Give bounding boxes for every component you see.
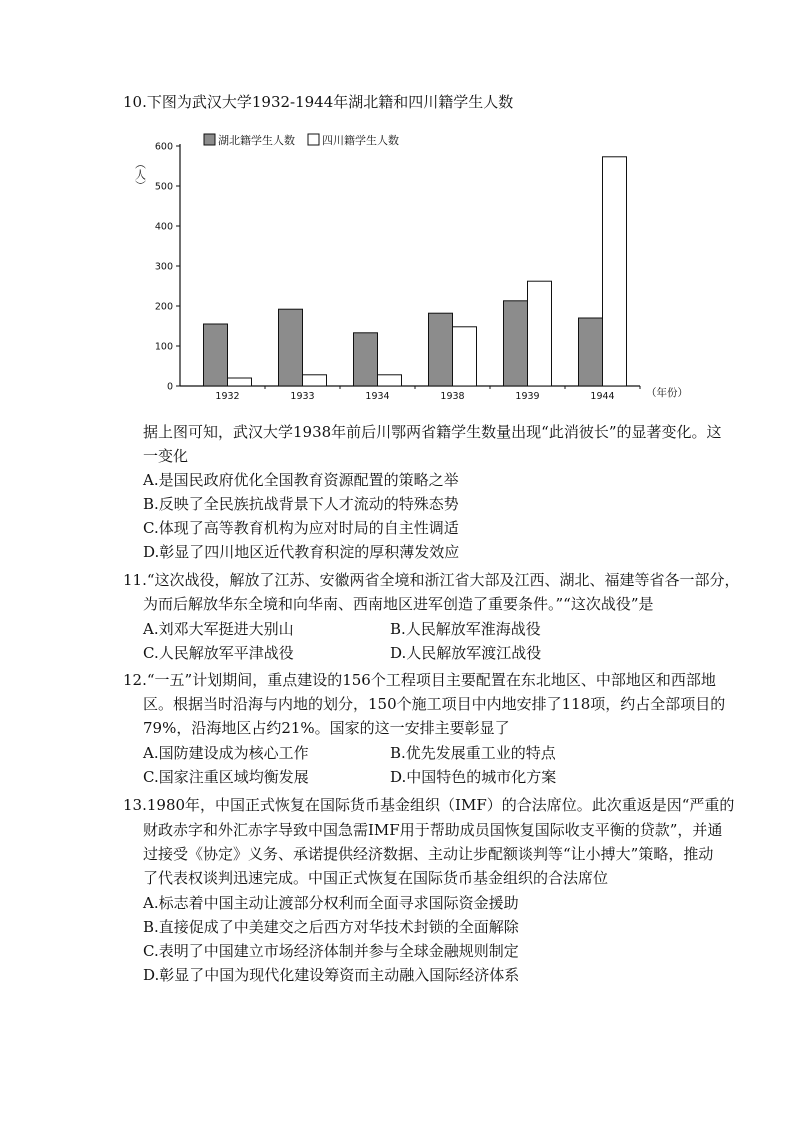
q11-option-d: D.人民解放军渡江战役 [390,644,542,662]
legend-swatch-sichuan [308,134,319,145]
q12-stem-line2: 区。根据当时沿海与内地的划分，150个施工项目中内地安排了118项，约占全部项目的 [143,695,726,713]
q10-option-a: A.是国民政府优化全国教育资源配置的策略之举 [143,471,459,489]
q10-stem-line1: 据上图可知，武汉大学1938年前后川鄂两省籍学生数量出现“此消彼长”的显著变化。这 [143,423,722,441]
y-tick-label: 100 [154,341,173,353]
y-tick-label: 200 [154,301,173,313]
q13-stem-line4: 了代表权谈判迅速完成。中国正式恢复在国际货币基金组织的合法席位 [143,869,609,887]
y-tick-label: 400 [154,221,173,233]
q11-option-c: C.人民解放军平津战役 [143,644,294,662]
q13-stem-line3: 过接受《协定》义务、承诺提供经济数据、主动让步配额谈判等“让小搏大”策略，推动 [143,845,714,863]
q13-option-a: A.标志着中国主动让渡部分权利而全面寻求国际资金援助 [143,894,519,912]
q11-option-b: B.人民解放军淮海战役 [390,620,541,638]
q10-option-c: C.体现了高等教育机构为应对时局的自主性调适 [143,519,459,537]
q12-option-c: C.国家注重区域均衡发展 [143,768,309,786]
y-axis-label: （人） [133,158,147,191]
bar-sichuan-1944 [603,157,627,386]
legend-swatch-hubei [204,134,215,145]
q11-option-a: A.刘邓大军挺进大别山 [143,620,294,638]
q13-stem-line1: 13.1980年，中国正式恢复在国际货币基金组织（IMF）的合法席位。此次重返是因“严重的 [123,796,735,814]
q11-stem-line1: 11.“这次战役，解放了江苏、安徽两省全境和浙江省大部及江西、湖北、福建等省各一部分， [123,571,740,589]
q12-option-b: B.优先发展重工业的特点 [390,744,556,762]
q11-stem-line2: 为而后解放华东全境和向华南、西南地区进军创造了重要条件。”“这次战役”是 [143,595,654,613]
x-tick-label: 1934 [365,391,390,402]
bar-hubei-1944 [579,318,603,386]
q12-option-d: D.中国特色的城市化方案 [390,768,557,786]
x-tick-label: 1944 [590,391,615,402]
bar-sichuan-1933 [303,375,327,386]
x-axis-label: （年份） [646,387,688,399]
q12-stem-line1: 12.“一五”计划期间，重点建设的156个工程项目主要配置在东北地区、中部地区和西部地 [123,671,716,689]
x-tick-label: 1933 [290,391,315,402]
bar-sichuan-1934 [378,375,402,386]
legend [204,133,399,147]
x-tick-label: 1938 [440,391,465,402]
legend-label-sichuan: 四川籍学生人数 [322,134,399,147]
y-tick-label: 500 [154,181,173,193]
q10-title: 10.下图为武汉大学1932-1944年湖北籍和四川籍学生人数 [123,93,514,111]
bar-hubei-1938 [429,313,453,386]
q13-option-d: D.彰显了中国为现代化建设筹资而主动融入国际经济体系 [143,966,520,984]
y-tick-label: 0 [166,381,173,393]
q12-option-a: A.国防建设成为核心工作 [143,744,309,762]
bar-sichuan-1939 [528,281,552,386]
bar-sichuan-1938 [453,327,477,386]
y-tick-label: 600 [154,141,173,153]
legend-label-hubei: 湖北籍学生人数 [218,134,295,147]
bar-sichuan-1932 [228,378,252,386]
bar-chart [0,0,800,420]
q10-option-b: B.反映了全民族抗战背景下人才流动的特殊态势 [143,495,459,513]
bar-hubei-1934 [354,333,378,386]
q10-stem-line2: 一变化 [143,447,189,465]
q10-option-d: D.彰显了四川地区近代教育积淀的厚积薄发效应 [143,543,460,561]
x-tick-label: 1932 [215,391,240,402]
q13-stem-line2: 财政赤字和外汇赤字导致中国急需IMF用于帮助成员国恢复国际收支平衡的贷款”，并通 [143,821,723,839]
q12-stem-line3: 79%，沿海地区占约21%。国家的这一安排主要彰显了 [143,719,510,737]
bar-hubei-1939 [504,301,528,386]
x-tick-label: 1939 [515,391,540,402]
bar-hubei-1932 [204,324,228,386]
q13-option-b: B.直接促成了中美建交之后西方对华技术封锁的全面解除 [143,918,519,936]
y-tick-label: 300 [154,261,173,273]
q13-option-c: C.表明了中国建立市场经济体制并参与全球金融规则制定 [143,942,519,960]
bar-hubei-1933 [279,309,303,386]
